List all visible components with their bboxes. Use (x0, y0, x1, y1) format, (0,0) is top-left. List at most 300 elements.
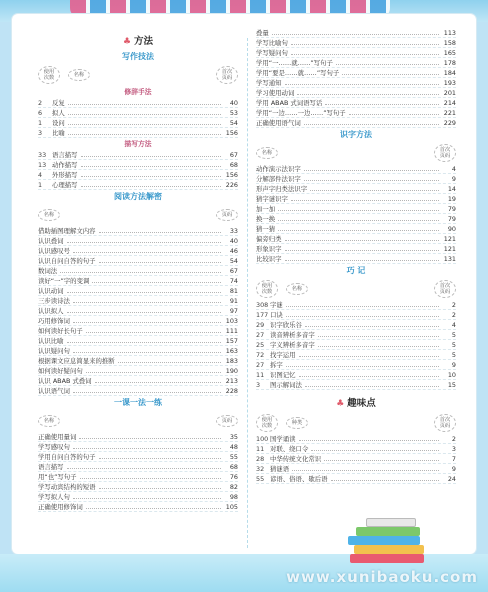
leader-dots (67, 463, 221, 469)
item-name: 反复 (52, 99, 65, 107)
table-header (256, 278, 456, 300)
list-item (256, 454, 456, 464)
item-name: 正确使用量词 (38, 433, 77, 441)
leader-dots (286, 301, 439, 307)
list-item (38, 236, 238, 246)
table-header (38, 64, 238, 86)
book (354, 545, 424, 554)
item-page: 105 (225, 503, 238, 511)
item-name: 巧用修饰词 (38, 317, 70, 325)
leader-dots (285, 245, 439, 251)
item-page: 157 (225, 337, 238, 345)
item-name: 学用“一……就……”写句子 (256, 59, 333, 67)
list-item (256, 68, 456, 78)
leader-dots (291, 49, 439, 55)
item-page: 46 (229, 247, 238, 255)
subtitle-literacy: 识字方法 (340, 130, 372, 139)
item-name: 比较识字 (256, 255, 282, 263)
item-page: 68 (229, 463, 238, 471)
leader-dots (60, 267, 221, 273)
item-page: 158 (443, 39, 456, 47)
list-item (38, 150, 238, 160)
item-page: 24 (447, 475, 456, 483)
leader-dots (286, 311, 439, 317)
leader-dots (86, 327, 221, 333)
item-name: 拟人 (52, 109, 65, 117)
item-name: 学用 ABAB 式词语写话 (256, 99, 323, 107)
item-page: 4 (451, 321, 456, 329)
list-item (38, 366, 238, 376)
list-item (38, 502, 238, 512)
list-item (256, 474, 456, 484)
leader-dots (67, 287, 221, 293)
leader-dots (81, 171, 221, 177)
leader-dots (336, 59, 439, 65)
item-name: 分解部件法识字 (256, 175, 301, 183)
practice-list-continued (256, 28, 456, 128)
list-item (256, 98, 456, 108)
item-name: 读音辨析多音字 (270, 331, 315, 339)
item-count: 3 (256, 381, 261, 389)
list-item (38, 336, 238, 346)
toc-page (12, 14, 476, 554)
item-page: 131 (443, 255, 456, 263)
item-page: 3 (451, 445, 456, 453)
item-count: 13 (38, 161, 47, 169)
list-item (38, 98, 238, 108)
item-name: 设问 (52, 119, 65, 127)
list-item (38, 306, 238, 316)
list-item (38, 452, 238, 462)
item-page: 5 (451, 341, 456, 349)
list-item (256, 58, 456, 68)
list-item (256, 118, 456, 128)
item-count: 308 (256, 301, 269, 309)
item-page: 213 (225, 377, 238, 385)
item-page: 2 (451, 301, 456, 309)
subtitle-writing: 写作技法 (122, 52, 154, 61)
list-item (256, 254, 456, 264)
item-page: 9 (451, 175, 456, 183)
item-name: 识图记忆 (270, 371, 296, 379)
item-name: 如何读好长句子 (38, 327, 83, 335)
list-item (256, 330, 456, 340)
item-page: 33 (229, 227, 238, 235)
list-item (38, 492, 238, 502)
item-name: 数词法 (38, 267, 58, 275)
leader-dots (73, 317, 221, 323)
leader-dots (81, 181, 221, 187)
item-page: 90 (447, 225, 456, 233)
leader-dots (99, 227, 221, 233)
leader-dots (349, 109, 439, 115)
item-page: 79 (447, 205, 456, 213)
leader-dots (318, 341, 439, 347)
item-name: 学习使用动词 (256, 89, 295, 97)
leader-dots (73, 443, 221, 449)
right-column (256, 28, 456, 484)
list-item (38, 442, 238, 452)
item-page: 74 (229, 277, 238, 285)
item-name: 对联、绕口令 (270, 445, 309, 453)
item-name: 猜谜语 (270, 465, 290, 473)
list-item (256, 214, 456, 224)
item-name: 学用自问自答的句子 (38, 453, 96, 461)
item-name: 认识疑问句 (38, 347, 70, 355)
section-title-text: 趣味点 (347, 398, 376, 409)
item-page: 156 (225, 129, 238, 137)
list-item (256, 350, 456, 360)
list-item (256, 164, 456, 174)
header-page: 首次页码 (434, 414, 456, 432)
leader-dots (92, 277, 221, 283)
header-name: 名称 (256, 147, 278, 159)
item-count: 2 (38, 99, 43, 107)
item-page: 91 (229, 297, 238, 305)
leader-dots (99, 483, 221, 489)
item-page: 165 (443, 49, 456, 57)
item-name: 国学诵读 (270, 435, 296, 443)
item-page: 121 (443, 245, 456, 253)
item-name: 中华传统文化常识 (270, 455, 322, 463)
item-count: 11 (256, 445, 265, 453)
leader-dots (68, 119, 221, 125)
item-count: 27 (256, 331, 265, 339)
column-divider (247, 38, 248, 548)
item-name: 谚语、俗语、歇后语 (270, 475, 328, 483)
leader-dots (297, 89, 439, 95)
item-page: 79 (447, 215, 456, 223)
item-count: 4 (38, 171, 43, 179)
item-name: 形声字归类法识字 (256, 185, 308, 193)
leader-dots (311, 445, 439, 451)
item-name: 用“也”写句子 (38, 473, 77, 481)
leader-dots (285, 235, 439, 241)
list-item (256, 48, 456, 58)
item-name: 认识语气词 (38, 387, 70, 395)
item-page: 19 (447, 195, 456, 203)
leader-dots (73, 387, 221, 393)
leader-dots (305, 321, 439, 327)
item-page: 121 (443, 235, 456, 243)
leader-dots (86, 503, 221, 509)
list-item (38, 286, 238, 296)
fun-list (256, 434, 456, 484)
item-page: 190 (225, 367, 238, 375)
header-page: 首次页码 (216, 66, 238, 84)
leader-dots (73, 347, 221, 353)
leader-dots (285, 255, 439, 261)
list-item (38, 276, 238, 286)
list-item (256, 108, 456, 118)
table-header (256, 142, 456, 164)
item-name: 认识比喻 (38, 337, 64, 345)
table-header (256, 412, 456, 434)
list-item (256, 244, 456, 254)
leader-dots (86, 367, 221, 373)
item-page: 221 (443, 109, 456, 117)
leader-dots (99, 453, 221, 459)
item-name: 识字欣乐谷 (270, 321, 302, 329)
item-page: 53 (229, 109, 238, 117)
leader-dots (272, 29, 439, 35)
item-name: 学写通知 (256, 79, 282, 87)
item-name: 学写疑问句 (256, 49, 288, 57)
leader-dots (299, 435, 439, 441)
list-item (38, 326, 238, 336)
leader-dots (342, 69, 439, 75)
item-count: 6 (38, 109, 43, 117)
list-item (256, 184, 456, 194)
item-page: 193 (443, 79, 456, 87)
list-item (38, 472, 238, 482)
item-page: 97 (229, 307, 238, 315)
books-illustration (346, 518, 428, 572)
item-count: 100 (256, 435, 269, 443)
item-count: 1 (38, 181, 43, 189)
item-page: 15 (447, 381, 456, 389)
item-page: 184 (443, 69, 456, 77)
item-name: 学写动宾结构的短语 (38, 483, 96, 491)
item-count: 55 (256, 475, 265, 483)
leader-dots (118, 357, 221, 363)
item-name: 叠量 (256, 29, 269, 37)
list-item (38, 170, 238, 180)
item-page: 54 (229, 257, 238, 265)
list-item (256, 204, 456, 214)
leader-dots (68, 109, 221, 115)
list-item (38, 128, 238, 138)
item-name: 换一换 (256, 215, 276, 223)
list-item (38, 246, 238, 256)
list-item (256, 174, 456, 184)
item-page: 4 (451, 165, 456, 173)
mushroom-icon: ♣ (336, 399, 345, 409)
list-item (38, 432, 238, 442)
list-item (256, 310, 456, 320)
description-list (38, 150, 238, 190)
item-page: 9 (451, 361, 456, 369)
list-item (38, 256, 238, 266)
header-name: 名称 (38, 209, 60, 221)
leader-dots (73, 493, 221, 499)
item-page: 228 (225, 387, 238, 395)
item-name: 认识 ABAB 式叠词 (38, 377, 92, 385)
item-page: 82 (229, 483, 238, 491)
item-name: 学写比喻句 (256, 39, 288, 47)
item-page: 40 (229, 237, 238, 245)
item-page: 14 (447, 185, 456, 193)
item-name: 认识动词 (38, 287, 64, 295)
item-name: 字谜 (270, 301, 283, 309)
item-name: 三步读诗法 (38, 297, 70, 305)
item-name: 语言描写 (52, 151, 78, 159)
watermark: www.xunibaoku.com (286, 568, 478, 586)
leader-dots (325, 99, 439, 105)
header-page: 页码 (216, 415, 238, 427)
item-name: 读好“一”字的变调 (38, 277, 90, 285)
book (348, 536, 420, 545)
book (350, 554, 424, 563)
header-kind: 种类 (286, 417, 308, 429)
leader-dots (291, 39, 439, 45)
category-rhetoric: 修辞手法 (124, 88, 152, 96)
item-count: 33 (38, 151, 47, 159)
item-name: 形象识字 (256, 245, 282, 253)
item-name: 学写拟人句 (38, 493, 70, 501)
header-page: 首次页码 (434, 280, 456, 298)
item-page: 113 (443, 29, 456, 37)
leader-dots (286, 361, 439, 367)
practice-list (38, 432, 238, 512)
leader-dots (99, 257, 221, 263)
list-item (256, 300, 456, 310)
list-item (256, 234, 456, 244)
item-name: 学写感叹句 (38, 443, 70, 451)
item-name: 根据课文应息简显来的推断 (38, 357, 115, 365)
item-name: 图示解词法 (270, 381, 302, 389)
list-item (38, 296, 238, 306)
item-page: 178 (443, 59, 456, 67)
table-header (38, 204, 238, 226)
item-page: 229 (443, 119, 456, 127)
section-title-text: 方法 (134, 36, 154, 47)
list-item (256, 224, 456, 234)
item-page: 5 (451, 331, 456, 339)
list-item (256, 370, 456, 380)
item-page: 48 (229, 443, 238, 451)
header-name: 名称 (286, 283, 308, 295)
list-item (38, 226, 238, 236)
list-item (38, 316, 238, 326)
section-title-methods (38, 34, 238, 50)
item-page: 201 (443, 89, 456, 97)
item-count: 29 (256, 321, 265, 329)
rhetoric-list (38, 98, 238, 138)
literacy-list (256, 164, 456, 264)
book (366, 518, 416, 527)
list-item (38, 266, 238, 276)
item-name: 认识拟人 (38, 307, 64, 315)
leader-dots (304, 119, 439, 125)
header-name: 名称 (38, 415, 60, 427)
item-page: 35 (229, 433, 238, 441)
item-count: 1 (38, 119, 43, 127)
item-count: 28 (256, 455, 265, 463)
item-page: 9 (451, 465, 456, 473)
item-count: 32 (256, 465, 265, 473)
leader-dots (95, 377, 221, 383)
list-item (256, 444, 456, 454)
leader-dots (299, 351, 439, 357)
leader-dots (81, 161, 221, 167)
item-page: 67 (229, 151, 238, 159)
leader-dots (331, 475, 439, 481)
list-item (38, 180, 238, 190)
item-count: 11 (256, 371, 265, 379)
subtitle-reading: 阅读方法解密 (114, 192, 162, 201)
leader-dots (299, 371, 439, 377)
item-count: 177 (256, 311, 269, 319)
item-name: 认识自问自答的句子 (38, 257, 96, 265)
list-item (256, 434, 456, 444)
item-page: 214 (443, 99, 456, 107)
leader-dots (318, 331, 439, 337)
item-page: 111 (225, 327, 238, 335)
item-name: 字义辨析多音字 (270, 341, 315, 349)
list-item (256, 320, 456, 330)
leader-dots (278, 215, 439, 221)
item-page: 183 (225, 357, 238, 365)
list-item (256, 28, 456, 38)
item-page: 76 (229, 473, 238, 481)
item-name: 猜一猜 (256, 225, 276, 233)
item-name: 借助插图理解文内容 (38, 227, 96, 235)
leader-dots (324, 455, 439, 461)
subtitle-memory: 巧 记 (346, 266, 366, 275)
header-count: 使用次数 (256, 414, 278, 432)
item-name: 心理描写 (52, 181, 78, 189)
item-page: 10 (447, 371, 456, 379)
item-page: 40 (229, 99, 238, 107)
list-item (38, 160, 238, 170)
leader-dots (68, 129, 221, 135)
item-name: 动作演示法识字 (256, 165, 301, 173)
item-count: 3 (38, 129, 43, 137)
item-page: 2 (451, 311, 456, 319)
leader-dots (291, 195, 439, 201)
item-name: 偏旁归类 (256, 235, 282, 243)
list-item (256, 78, 456, 88)
item-name: 正确使用修饰词 (38, 503, 83, 511)
leader-dots (67, 237, 221, 243)
item-count: 25 (256, 341, 265, 349)
item-name: 加一加 (256, 205, 276, 213)
section-title-fun (256, 396, 456, 412)
book (356, 527, 420, 536)
reading-list (38, 226, 238, 396)
list-item (256, 464, 456, 474)
leader-dots (67, 337, 221, 343)
list-item (38, 346, 238, 356)
list-item (256, 38, 456, 48)
header-name: 名称 (68, 69, 90, 81)
leader-dots (81, 151, 221, 157)
item-page: 54 (229, 119, 238, 127)
item-name: 猜字谜识字 (256, 195, 288, 203)
list-item (38, 462, 238, 472)
list-item (38, 482, 238, 492)
item-name: 学用“一边……一边……”写句子 (256, 109, 346, 117)
list-item (256, 380, 456, 390)
item-name: 正确使用语气词 (256, 119, 301, 127)
leader-dots (68, 99, 221, 105)
mushroom-icon: ♣ (122, 37, 132, 47)
table-header (38, 410, 238, 432)
leader-dots (304, 165, 439, 171)
header-page: 首次页码 (434, 144, 456, 162)
leader-dots (285, 79, 439, 85)
subtitle-practice: 一课一法一练 (114, 398, 162, 407)
leader-dots (79, 433, 221, 439)
item-name: 外形描写 (52, 171, 78, 179)
list-item (38, 118, 238, 128)
leader-dots (310, 185, 439, 191)
header-count: 使用次数 (38, 66, 60, 84)
item-page: 98 (229, 493, 238, 501)
header-count: 使用次数 (256, 280, 278, 298)
item-page: 7 (451, 455, 456, 463)
